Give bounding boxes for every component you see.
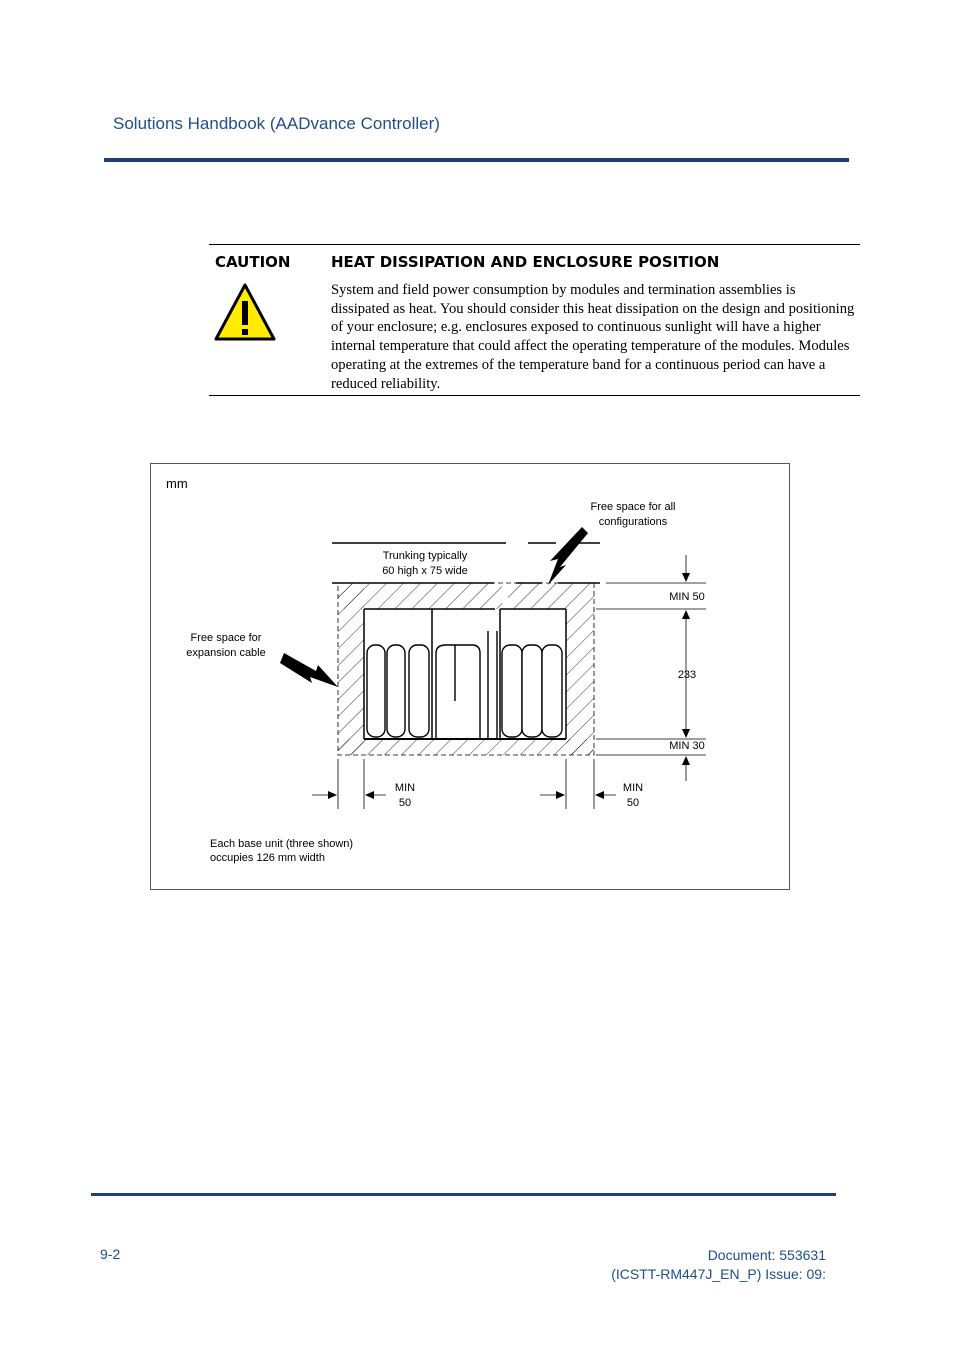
document-issue: (ICSTT-RM447J_EN_P) Issue: 09:: [611, 1266, 826, 1282]
label-trunking-2: 60 high x 75 wide: [382, 565, 468, 577]
caution-top-rule: [209, 244, 860, 245]
page-number: 9-2: [100, 1246, 121, 1262]
document-number: Document: 553631: [707, 1247, 826, 1263]
page-header-title: Solutions Handbook (AADvance Controller): [113, 114, 440, 133]
label-note-2: occupies 126 mm width: [210, 852, 325, 864]
caution-heading: HEAT DISSIPATION AND ENCLOSURE POSITION: [331, 253, 720, 271]
caution-body: System and field power consumption by modules and termination assemblies is dissipated as heat. You should consider this heat dissipation on the design and positioning of your enclosure; e.g. enclosures exposed to continuous sunlight will have a higher internal temperature that could affect the operating temperature of the modules. Modules operating at the extremes of the temperature band for a continuous period can have a reduced reliability.: [331, 282, 855, 392]
caution-label: CAUTION: [215, 253, 291, 271]
label-min-right-value: 50: [626, 797, 640, 809]
document-info: [611, 1246, 826, 1284]
footer-rule: [91, 1193, 836, 1196]
label-height-233: 233: [677, 669, 697, 681]
label-trunking-1: Trunking typically: [382, 550, 468, 562]
label-min50-top: MIN 50: [669, 591, 705, 603]
label-free-space-expansion-2: expansion cable: [186, 647, 266, 659]
warning-triangle-icon: [214, 283, 276, 341]
label-min30: MIN 30: [669, 740, 705, 752]
label-min-right: MIN: [622, 782, 644, 794]
label-min-left-value: 50: [398, 797, 412, 809]
enclosure-spacing-diagram: [150, 463, 790, 890]
figure-unit-label: mm: [166, 476, 188, 491]
caution-bottom-rule: [209, 395, 860, 396]
label-free-space-expansion-1: Free space for: [190, 632, 262, 644]
label-free-space-all-2: configurations: [598, 516, 668, 528]
label-free-space-all-1: Free space for all: [590, 501, 676, 513]
label-note-1: Each base unit (three shown): [210, 838, 354, 850]
label-min-left: MIN: [394, 782, 416, 794]
header-rule: [104, 158, 849, 162]
